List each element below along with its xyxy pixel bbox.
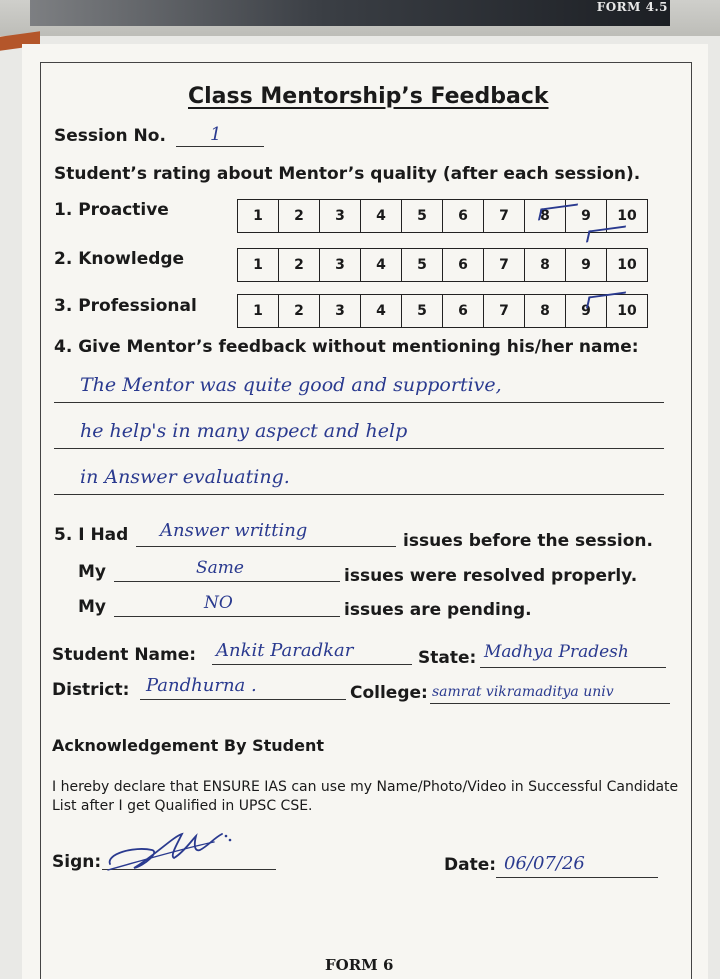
date-line — [496, 877, 658, 878]
feedback-line-2 — [54, 448, 664, 449]
acknowledgement-title: Acknowledgement By Student — [52, 736, 324, 755]
rating-cell[interactable]: 4 — [361, 295, 402, 328]
rating-cell[interactable]: 8 — [525, 295, 566, 328]
rating-cell[interactable]: 2 — [279, 295, 320, 328]
issues-had-suffix: issues before the session. — [403, 531, 653, 551]
rating-cell[interactable]: 3 — [320, 200, 361, 233]
rating-cell[interactable]: 9 — [566, 200, 607, 233]
district-label: District: — [52, 680, 130, 700]
rating-cell[interactable]: 4 — [361, 249, 402, 282]
student-name-line — [212, 664, 412, 665]
college-line — [430, 703, 670, 704]
rating-cell[interactable]: 7 — [484, 295, 525, 328]
district-value[interactable]: Pandhurna . — [146, 675, 257, 696]
state-value[interactable]: Madhya Pradesh — [484, 642, 629, 662]
rating-cell[interactable]: 5 — [402, 200, 443, 233]
rating-scale-professional — [237, 294, 648, 328]
rating-cell[interactable]: 5 — [402, 249, 443, 282]
form-footer: FORM 6 — [325, 956, 394, 974]
rating-cell[interactable]: 9 — [566, 295, 607, 328]
issues-pending-suffix: issues are pending. — [344, 600, 532, 620]
feedback-line-3 — [54, 494, 664, 495]
declaration-text: I hereby declare that ENSURE IAS can use my Name/Photo/Video in Successful Candidate List after I get Qualified in UPSC CSE. — [52, 779, 679, 814]
rating-label-professional: 3. Professional — [54, 296, 197, 316]
district-line — [140, 699, 346, 700]
college-label: College: — [350, 683, 428, 703]
rating-cell[interactable]: 9 — [566, 249, 607, 282]
feedback-line-1 — [54, 402, 664, 403]
rating-cell[interactable]: 10 — [607, 200, 648, 233]
rating-cell[interactable]: 3 — [320, 249, 361, 282]
issues-had-label: 5. I Had — [54, 525, 129, 545]
feedback-prompt: 4. Give Mentor’s feedback without mentioning his/her name: — [54, 337, 639, 357]
session-label: Session No. — [54, 126, 166, 146]
rating-cell[interactable]: 5 — [402, 295, 443, 328]
header-form-tag: FORM 4.5 — [596, 0, 668, 14]
session-line — [176, 146, 264, 147]
issues-resolved-suffix: issues were resolved properly. — [344, 566, 638, 586]
feedback-text-1[interactable]: The Mentor was quite good and supportive, — [80, 374, 502, 396]
rating-cell[interactable]: 8 — [525, 200, 566, 233]
rating-cell[interactable]: 2 — [279, 249, 320, 282]
rating-scale-knowledge — [237, 248, 648, 282]
issues-resolved-label: My — [78, 562, 106, 582]
student-name-label: Student Name: — [52, 645, 197, 665]
rating-cell[interactable]: 1 — [238, 249, 279, 282]
issues-had-line — [136, 546, 396, 547]
rating-cell[interactable]: 6 — [443, 200, 484, 233]
rating-cell[interactable]: 6 — [443, 249, 484, 282]
rating-cell[interactable]: 7 — [484, 249, 525, 282]
state-line — [480, 667, 666, 668]
session-value[interactable]: 1 — [210, 124, 222, 145]
issues-resolved-value[interactable]: Same — [196, 558, 244, 578]
issues-resolved-line — [114, 581, 340, 582]
student-name-value[interactable]: Ankit Paradkar — [216, 640, 354, 661]
issues-pending-line — [114, 616, 340, 617]
signature-icon[interactable] — [104, 826, 234, 876]
rating-cell[interactable]: 8 — [525, 249, 566, 282]
rating-label-knowledge: 2. Knowledge — [54, 249, 185, 269]
state-label: State: — [418, 648, 477, 668]
photo-top-edge — [0, 0, 720, 36]
issues-pending-label: My — [78, 597, 106, 617]
date-label: Date: — [444, 855, 497, 875]
rating-cell[interactable]: 7 — [484, 200, 525, 233]
issues-pending-value[interactable]: NO — [204, 593, 233, 613]
rating-cell[interactable]: 6 — [443, 295, 484, 328]
rating-cell[interactable]: 1 — [238, 200, 279, 233]
rating-cell[interactable]: 3 — [320, 295, 361, 328]
date-value[interactable]: 06/07/26 — [504, 853, 585, 874]
rating-scale-proactive — [237, 199, 648, 233]
rating-intro: Student’s rating about Mentor’s quality (after each session). — [54, 164, 641, 184]
feedback-text-3[interactable]: in Answer evaluating. — [80, 466, 290, 488]
form-title: Class Mentorship’s Feedback — [188, 84, 549, 109]
rating-cell[interactable]: 10 — [607, 249, 648, 282]
rating-cell[interactable]: 1 — [238, 295, 279, 328]
rating-label-proactive: 1. Proactive — [54, 200, 169, 220]
issues-had-value[interactable]: Answer writting — [160, 520, 308, 541]
feedback-text-2[interactable]: he help's in many aspect and help — [80, 420, 408, 442]
sign-label: Sign: — [52, 852, 102, 872]
rating-cell[interactable]: 2 — [279, 200, 320, 233]
previous-page-band — [30, 0, 670, 26]
rating-cell[interactable]: 4 — [361, 200, 402, 233]
college-value[interactable]: samrat vikramaditya univ — [432, 684, 614, 700]
rating-cell[interactable]: 10 — [607, 295, 648, 328]
